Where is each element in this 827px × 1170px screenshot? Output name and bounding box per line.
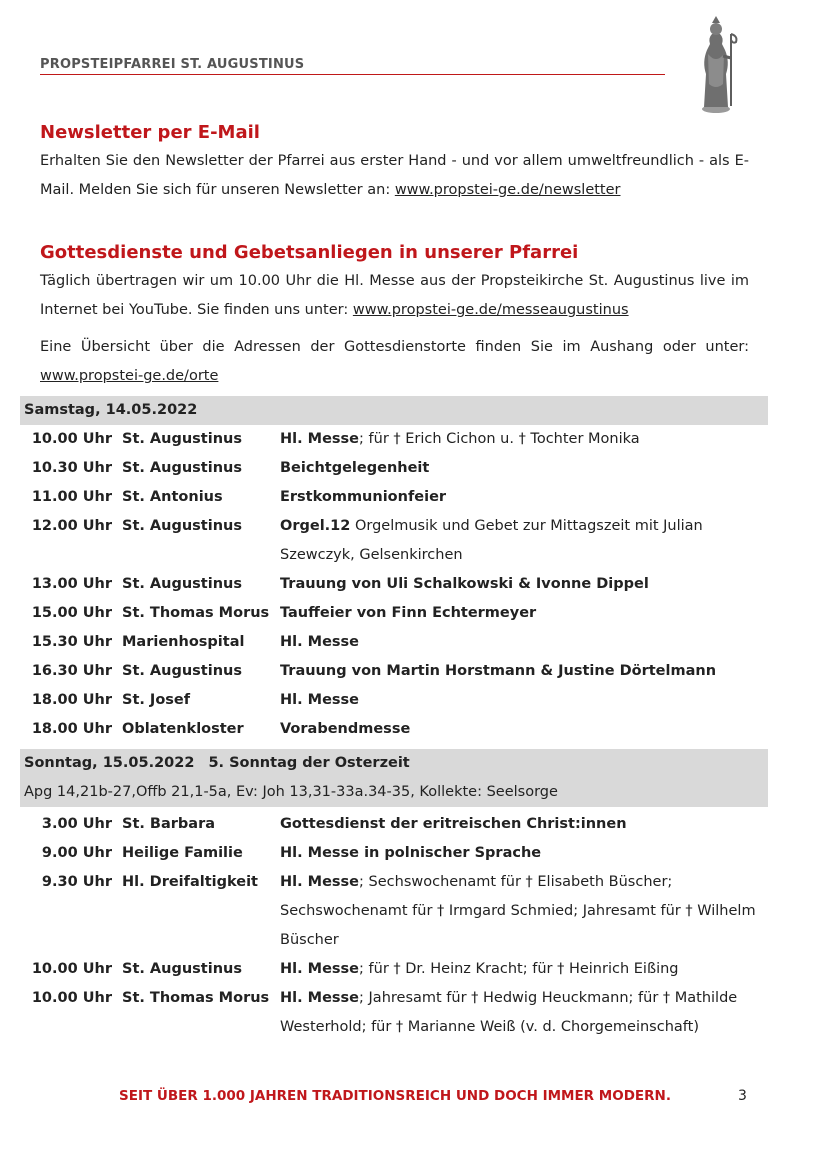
- entry-description: [280, 570, 768, 599]
- entry-description: [280, 512, 768, 570]
- schedule-row: [20, 657, 768, 686]
- entry-time: 13.00 Uhr: [31, 576, 112, 592]
- newsletter-link[interactable]: www.propstei-ge.de/newsletter: [394, 182, 621, 198]
- entry-title: Hl. Messe: [280, 961, 360, 977]
- entry-time: 15.30 Uhr: [31, 634, 112, 650]
- locations-text: Eine Übersicht über die Adressen der Gottesdienstorte finden Sie im Aushang oder unter: www.propstei-ge.de/orte: [40, 339, 749, 384]
- entry-place: St. Augustinus: [122, 961, 242, 977]
- entry-title: Hl. Messe: [280, 990, 360, 1006]
- saturday-schedule: [20, 425, 768, 744]
- schedule-row: [20, 599, 768, 628]
- entry-place: St. Augustinus: [122, 576, 242, 592]
- entry-details: ; für † Erich Cichon u. † Tochter Monika: [359, 431, 640, 447]
- entry-title: Hl. Messe: [280, 692, 360, 708]
- entry-time: 10.00 Uhr: [31, 431, 112, 447]
- entry-time: 9.30 Uhr: [41, 874, 112, 890]
- entry-place: Oblatenkloster: [122, 721, 244, 737]
- entry-description: [280, 810, 768, 839]
- sunday-title-line: [24, 749, 768, 778]
- entry-place: St. Augustinus: [122, 663, 242, 679]
- sunday-occasion: 5. Sonntag der Osterzeit: [208, 755, 410, 771]
- entry-details: ; Sechswochenamt für † Elisabeth Büscher; Sechswochenamt für † Irmgard Schmied; Jahresamt für † Wilhelm Büscher: [280, 874, 756, 948]
- entry-details: Orgelmusik und Gebet zur Mittagszeit mit Julian Szewczyk, Gelsenkirchen: [280, 518, 703, 563]
- entry-time: 3.00 Uhr: [41, 816, 112, 832]
- entry-time: 10.30 Uhr: [31, 460, 112, 476]
- entry-time: 9.00 Uhr: [41, 845, 112, 861]
- schedule-row: [20, 425, 768, 454]
- entry-time: 10.00 Uhr: [31, 990, 112, 1006]
- entry-place: St. Thomas Morus: [122, 605, 270, 621]
- entry-place: Marienhospital: [122, 634, 245, 650]
- entry-description: [280, 628, 768, 657]
- entry-title: Orgel.12: [280, 518, 351, 534]
- entry-time: 11.00 Uhr: [31, 489, 112, 505]
- entry-place: Heilige Familie: [122, 845, 243, 861]
- entry-place: St. Barbara: [122, 816, 216, 832]
- entry-time: 16.30 Uhr: [31, 663, 112, 679]
- sunday-day-bar: [20, 749, 768, 807]
- entry-time: 18.00 Uhr: [31, 721, 112, 737]
- schedule-row: [20, 686, 768, 715]
- schedule-row: [20, 984, 768, 1042]
- entry-title: Hl. Messe: [280, 634, 360, 650]
- entry-place: Hl. Dreifaltigkeit: [122, 874, 258, 890]
- entry-title: Hl. Messe: [280, 431, 360, 447]
- schedule-row: [20, 512, 768, 570]
- newsletter-section: [40, 122, 749, 205]
- entry-title: Trauung von Uli Schalkowski & Ivonne Dippel: [280, 576, 649, 592]
- entry-place: St. Antonius: [122, 489, 223, 505]
- saturday-label: Samstag, 14.05.2022: [24, 402, 198, 418]
- entry-description: [280, 425, 768, 454]
- newsletter-text: Erhalten Sie den Newsletter der Pfarrei aus erster Hand - und vor allem umweltfreundlich - als E-Mail. Melden Sie sich für unseren Newsletter an: www.propstei-ge.de/newsletter: [40, 153, 749, 198]
- entry-description: [280, 955, 768, 984]
- entry-description: [280, 686, 768, 715]
- entry-title: Hl. Messe in polnischer Sprache: [280, 845, 542, 861]
- services-heading: Gottesdienste und Gebetsanliegen in unserer Pfarrei: [40, 242, 579, 263]
- entry-place: St. Augustinus: [122, 431, 242, 447]
- services-section: [40, 242, 749, 391]
- entry-details: ; für † Dr. Heinz Kracht; für † Heinrich Eißing: [359, 961, 679, 977]
- entry-description: [280, 454, 768, 483]
- schedule-row: [20, 868, 768, 955]
- entry-time: 18.00 Uhr: [31, 692, 112, 708]
- schedule-row: [20, 454, 768, 483]
- sunday-schedule: [20, 810, 768, 1042]
- entry-place: St. Augustinus: [122, 518, 242, 534]
- entry-place: St. Augustinus: [122, 460, 242, 476]
- saint-statue-icon: [690, 14, 742, 116]
- livestream-link[interactable]: www.propstei-ge.de/messeaugustinus: [352, 302, 629, 318]
- locations-link[interactable]: www.propstei-ge.de/orte: [40, 368, 219, 384]
- entry-details: ; Jahresamt für † Hedwig Heuckmann; für † Mathilde Westerhold; für † Marianne Weiß (v. d. Chorgemeinschaft): [280, 990, 738, 1035]
- entry-time: 12.00 Uhr: [31, 518, 112, 534]
- schedule-row: [20, 715, 768, 744]
- page-number: 3: [738, 1088, 747, 1104]
- entry-description: [280, 599, 768, 628]
- entry-description: [280, 483, 768, 512]
- saturday-day-bar: [20, 396, 768, 425]
- entry-title: Trauung von Martin Horstmann & Justine Dörtelmann: [280, 663, 717, 679]
- footer-slogan: SEIT ÜBER 1.000 JAHREN TRADITIONSREICH UND DOCH IMMER MODERN.: [119, 1088, 671, 1104]
- entry-time: 15.00 Uhr: [31, 605, 112, 621]
- schedule-row: [20, 628, 768, 657]
- entry-description: [280, 868, 768, 955]
- schedule-row: [20, 810, 768, 839]
- sunday-label: Sonntag, 15.05.2022: [24, 755, 195, 771]
- entry-description: [280, 984, 768, 1042]
- schedule-row: [20, 839, 768, 868]
- schedule-row: [20, 570, 768, 599]
- entry-time: 10.00 Uhr: [31, 961, 112, 977]
- newsletter-heading: Newsletter per E-Mail: [40, 122, 260, 143]
- entry-title: Erstkommunionfeier: [280, 489, 447, 505]
- entry-place: St. Thomas Morus: [122, 990, 270, 1006]
- parish-header-title: PROPSTEIPFARREI ST. AUGUSTINUS: [40, 57, 665, 75]
- schedule-row: [20, 955, 768, 984]
- livestream-text: Täglich übertragen wir um 10.00 Uhr die Hl. Messe aus der Propsteikirche St. Augustinus live im Internet bei YouTube. Sie finden uns unter: www.propstei-ge.de/messeaugustinus: [40, 273, 749, 318]
- entry-description: [280, 715, 768, 744]
- sunday-readings: Apg 14,21b-27,Offb 21,1-5a, Ev: Joh 13,31-33a.34-35, Kollekte: Seelsorge: [24, 784, 558, 800]
- entry-description: [280, 839, 768, 868]
- entry-place: St. Josef: [122, 692, 191, 708]
- entry-title: Vorabendmesse: [280, 721, 411, 737]
- entry-title: Tauffeier von Finn Echtermeyer: [280, 605, 537, 621]
- entry-description: [280, 657, 768, 686]
- entry-title: Gottesdienst der eritreischen Christ:innen: [280, 816, 627, 832]
- entry-title: Beichtgelegenheit: [280, 460, 430, 476]
- schedule-row: [20, 483, 768, 512]
- entry-title: Hl. Messe: [280, 874, 360, 890]
